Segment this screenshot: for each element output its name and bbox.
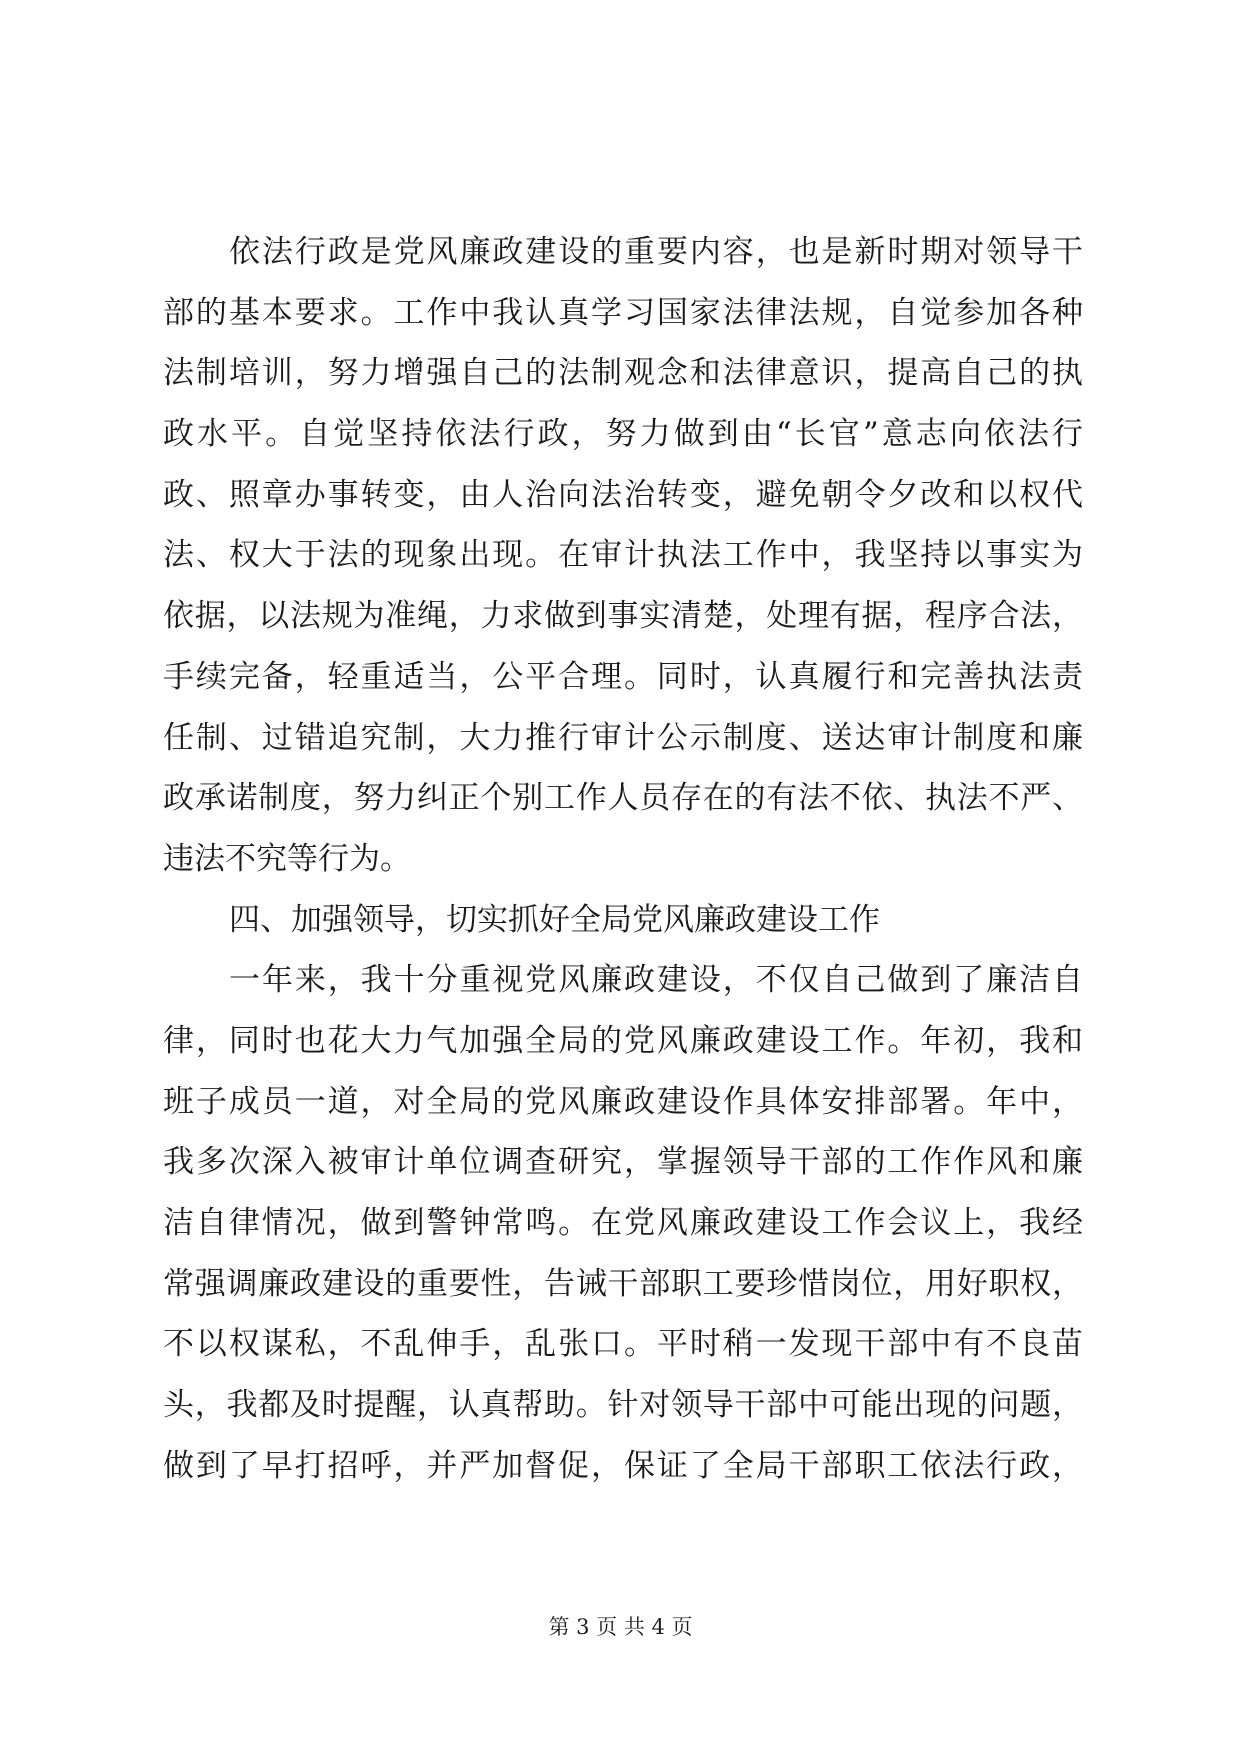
text-line: 违法不究等行为。	[163, 840, 411, 877]
document-body	[163, 232, 1083, 1506]
text-line: 部的基本要求。工作中我认真学习国家法律法规，自觉参加各种	[163, 294, 1083, 331]
text-line: 法制培训，努力增强自己的法制观念和法律意识，提高自己的执	[163, 355, 1083, 392]
text-line: 头，我都及时提醒，认真帮助。针对领导干部中可能出现的问题，	[163, 1387, 1083, 1424]
text-line: 一年来，我十分重视党风廉政建设，不仅自己做到了廉洁自	[229, 962, 1083, 999]
text-line: 手续完备，轻重适当，公平合理。同时，认真履行和完善执法责	[163, 658, 1083, 695]
section-heading: 四、加强领导，切实抓好全局党风廉政建设工作	[229, 901, 880, 938]
text-line: 班子成员一道，对全局的党风廉政建设作具体安排部署。年中，	[163, 1083, 1083, 1120]
text-line: 任制、过错追究制，大力推行审计公示制度、送达审计制度和廉	[163, 719, 1083, 756]
text-line: 律，同时也花大力气加强全局的党风廉政建设工作。年初，我和	[163, 1022, 1083, 1059]
text-line: 依据，以法规为准绳，力求做到事实清楚，处理有据，程序合法，	[163, 598, 1083, 635]
page-number-footer: 第 3 页 共 4 页	[548, 1615, 693, 1639]
text-line: 洁自律情况，做到警钟常鸣。在党风廉政建设工作会议上，我经	[163, 1205, 1083, 1241]
text-line: 依法行政是党风廉政建设的重要内容，也是新时期对领导干	[229, 234, 1083, 270]
text-line: 政水平。自觉坚持依法行政，努力做到由“长官”意志向依法行	[163, 416, 1083, 453]
text-line: 法、权大于法的现象出现。在审计执法工作中，我坚持以事实为	[163, 537, 1083, 574]
text-line: 做到了早打招呼，并严加督促，保证了全局干部职工依法行政，	[163, 1447, 1083, 1484]
text-line: 常强调廉政建设的重要性，告诫干部职工要珍惜岗位，用好职权，	[163, 1265, 1083, 1302]
text-line: 我多次深入被审计单位调查研究，掌握领导干部的工作作风和廉	[163, 1144, 1083, 1181]
text-line: 政承诺制度，努力纠正个别工作人员存在的有法不依、执法不严、	[163, 780, 1083, 817]
text-line: 政、照章办事转变，由人治向法治转变，避免朝令夕改和以权代	[163, 476, 1083, 513]
text-line: 不以权谋私，不乱伸手，乱张口。平时稍一发现干部中有不良苗	[163, 1326, 1083, 1363]
